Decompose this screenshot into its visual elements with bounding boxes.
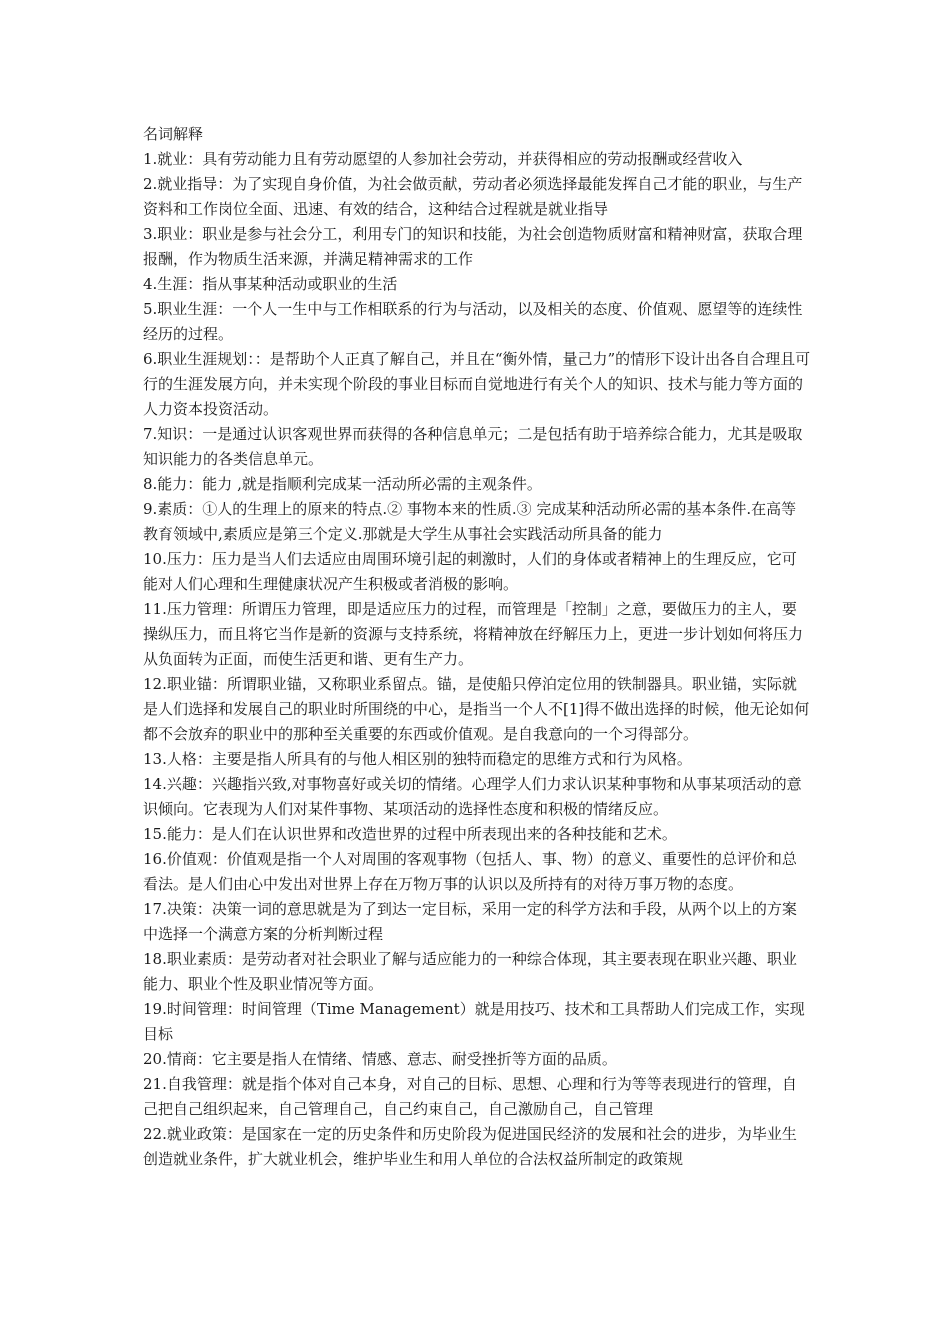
definition-entry-18: 18.职业素质：是劳动者对社会职业了解与适应能力的一种综合体现，其主要表现在职业兴趣、职业能力、职业个性及职业情况等方面。 [143, 950, 797, 993]
definition-entry-2: 2.就业指导：为了实现自身价值，为社会做贡献，劳动者必须选择最能发挥自己才能的职业，与生产资料和工作岗位全面、迅速、有效的结合，这种结合过程就是就业指导 [143, 175, 803, 218]
document-page [143, 122, 811, 1172]
definition-entry-17: 17.决策：决策一词的意思就是为了到达一定目标，采用一定的科学方法和手段，从两个以上的方案中选择一个满意方案的分析判断过程 [143, 900, 797, 943]
definition-entry-12: 12.职业锚：所谓职业锚，又称职业系留点。锚，是使船只停泊定位用的铁制器具。职业锚，实际就是人们选择和发展自己的职业时所围绕的中心，是指当一个人不[1]得不做出选择的时候，他无论如何都不会放弃的职业中的那种至关重要的东西或价值观。是自我意向的一个习得部分。 [143, 675, 810, 743]
definition-entry-9: 9.素质：①人的生理上的原来的特点.② 事物本来的性质.③ 完成某种活动所必需的基本条件.在高等教育领域中,素质应是第三个定义.那就是大学生从事社会实践活动所具备的能力 [143, 500, 797, 543]
definition-entry-8: 8.能力：能力 ,就是指顺利完成某一活动所必需的主观条件。 [143, 475, 542, 493]
definition-entry-13: 13.人格：主要是指人所具有的与他人相区别的独特而稳定的思维方式和行为风格。 [143, 750, 692, 768]
definition-entry-11: 11.压力管理：所谓压力管理，即是适应压力的过程，而管理是「控制」之意，要做压力的主人，要操纵压力，而且将它当作是新的资源与支持系统，将精神放在纾解压力上，更进一步计划如何将压力从负面转为正面，而使生活更和谐、更有生产力。 [143, 600, 804, 668]
definition-entry-3: 3.职业：职业是参与社会分工，利用专门的知识和技能，为社会创造物质财富和精神财富，获取合理报酬，作为物质生活来源，并满足精神需求的工作 [143, 225, 803, 268]
definition-entry-22: 22.就业政策：是国家在一定的历史条件和历史阶段为促进国民经济的发展和社会的进步，为毕业生创造就业条件，扩大就业机会，维护毕业生和用人单位的合法权益所制定的政策规 [143, 1125, 797, 1168]
definition-entry-19: 19.时间管理：时间管理（Time Management）就是用技巧、技术和工具帮助人们完成工作，实现目标 [143, 1000, 805, 1043]
definition-entry-1: 1.就业：具有劳动能力且有劳动愿望的人参加社会劳动，并获得相应的劳动报酬或经营收入 [143, 150, 743, 168]
definition-entry-16: 16.价值观：价值观是指一个人对周围的客观事物（包括人、事、物）的意义、重要性的总评价和总看法。是人们由心中发出对世界上存在万物万事的认识以及所持有的对待万事万物的态度。 [143, 850, 797, 893]
document-title: 名词解释 [143, 125, 204, 143]
definition-entry-6: 6.职业生涯规划：：是帮助个人正真了解自己，并且在“衡外情，量己力”的情形下设计出各自合理且可行的生涯发展方向，并未实现个阶段的事业目标而自觉地进行有关个人的知识、技术与能力等方面的人力资本投资活动。 [143, 350, 811, 418]
definition-entry-21: 21.自我管理：就是指个体对自己本身，对自己的目标、思想、心理和行为等等表现进行的管理，自己把自己组织起来，自己管理自己，自己约束自己，自己激励自己，自己管理 [143, 1075, 797, 1118]
definition-entry-10: 10.压力：压力是当人们去适应由周围环境引起的刺激时，人们的身体或者精神上的生理反应，它可能对人们心理和生理健康状况产生积极或者消极的影响。 [143, 550, 797, 593]
definition-entry-20: 20.情商：它主要是指人在情绪、情感、意志、耐受挫折等方面的品质。 [143, 1050, 617, 1068]
definition-entry-4: 4.生涯：指从事某种活动或职业的生活 [143, 275, 398, 293]
definition-entry-7: 7.知识：一是通过认识客观世界而获得的各种信息单元；二是包括有助于培养综合能力，尤其是吸取知识能力的各类信息单元。 [143, 425, 803, 468]
definition-entry-14: 14.兴趣：兴趣指兴致,对事物喜好或关切的情绪。心理学人们力求认识某种事物和从事某项活动的意识倾向。它表现为人们对某件事物、某项活动的选择性态度和积极的情绪反应。 [143, 775, 802, 818]
definition-entry-15: 15.能力：是人们在认识世界和改造世界的过程中所表现出来的各种技能和艺术。 [143, 825, 677, 843]
definition-entry-5: 5.职业生涯：一个人一生中与工作相联系的行为与活动，以及相关的态度、价值观、愿望等的连续性经历的过程。 [143, 300, 803, 343]
